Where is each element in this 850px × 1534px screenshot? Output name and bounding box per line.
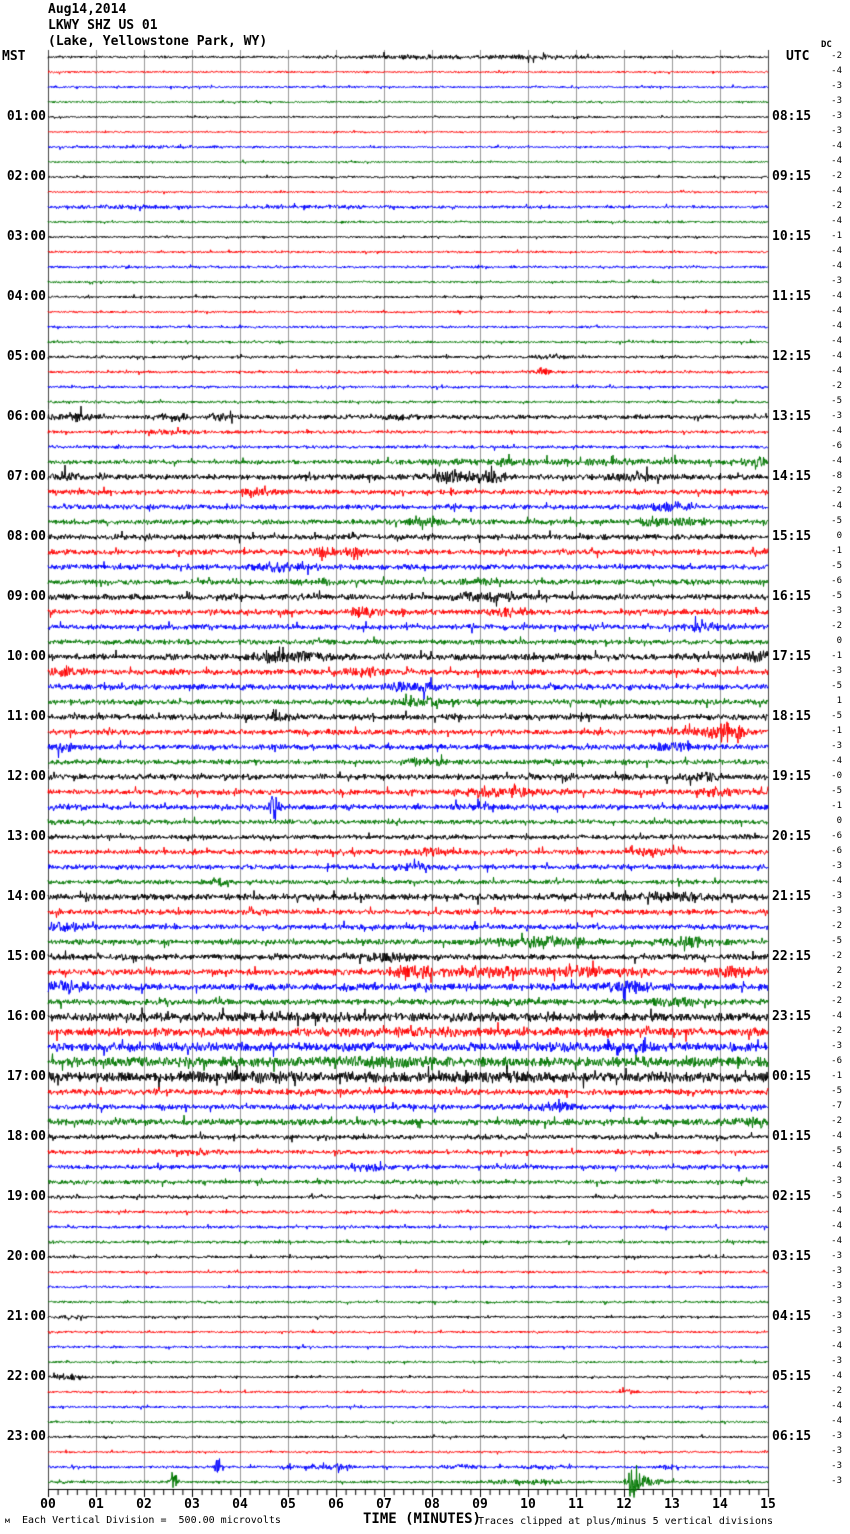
utc-hour-label: 14:15 — [772, 469, 812, 484]
dc-offset-value: -4 — [831, 321, 842, 331]
dc-offset-value: -4 — [831, 1371, 842, 1381]
x-tick-label: 14 — [712, 1497, 728, 1512]
dc-offset-value: -3 — [831, 81, 842, 91]
dc-offset-value: -4 — [831, 1236, 842, 1246]
utc-hour-label: 18:15 — [772, 709, 812, 724]
x-tick-label: 01 — [88, 1497, 104, 1512]
dc-offset-value: -2 — [831, 486, 842, 496]
dc-offset-value: -4 — [831, 1341, 842, 1351]
vertical-scale-note: Each Vertical Division = 500.00 microvolts — [22, 1515, 281, 1526]
dc-offset-value: -4 — [831, 141, 842, 151]
dc-offset-value: -1 — [831, 801, 842, 811]
dc-offset-value: -2 — [831, 201, 842, 211]
dc-offset-value: -4 — [831, 366, 842, 376]
dc-offset-value: -6 — [831, 831, 842, 841]
utc-hour-label: 21:15 — [772, 889, 812, 904]
mst-hour-label: 15:00 — [6, 949, 46, 964]
mst-column-header: MST — [2, 49, 26, 64]
dc-offset-value: -4 — [831, 1161, 842, 1171]
dc-offset-value: -5 — [831, 786, 842, 796]
utc-hour-label: 19:15 — [772, 769, 812, 784]
dc-offset-value: -4 — [831, 336, 842, 346]
dc-offset-value: -1 — [831, 546, 842, 556]
x-tick-label: 02 — [136, 1497, 152, 1512]
mst-hour-label: 08:00 — [6, 529, 46, 544]
utc-column-header: UTC — [786, 49, 810, 64]
mst-hour-label: 01:00 — [6, 109, 46, 124]
dc-offset-value: -3 — [831, 126, 842, 136]
mst-hour-label: 21:00 — [6, 1309, 46, 1324]
mst-hour-label: 19:00 — [6, 1189, 46, 1204]
dc-offset-value: -4 — [831, 306, 842, 316]
dc-offset-value: -4 — [831, 1416, 842, 1426]
dc-offset-value: -4 — [831, 156, 842, 166]
dc-offset-value: -4 — [831, 1401, 842, 1411]
dc-offset-value: -4 — [831, 66, 842, 76]
dc-offset-value: -4 — [831, 456, 842, 466]
dc-offset-value: -4 — [831, 291, 842, 301]
dc-offset-value: -4 — [831, 756, 842, 766]
dc-offset-value: -5 — [831, 1191, 842, 1201]
header-location: (Lake, Yellowstone Park, WY) — [48, 34, 268, 49]
dc-offset-value: -6 — [831, 441, 842, 451]
dc-offset-value: -5 — [831, 516, 842, 526]
dc-offset-value: -5 — [831, 561, 842, 571]
mst-hour-label: 20:00 — [6, 1249, 46, 1264]
mst-hour-label: 06:00 — [6, 409, 46, 424]
dc-offset-value: -5 — [831, 681, 842, 691]
mst-hour-label: 04:00 — [6, 289, 46, 304]
dc-offset-value: -1 — [831, 231, 842, 241]
dc-offset-header: DC — [821, 40, 832, 50]
utc-hour-label: 05:15 — [772, 1369, 812, 1384]
dc-offset-value: -2 — [831, 51, 842, 61]
dc-offset-value: 1 — [836, 696, 842, 706]
dc-offset-value: -8 — [831, 471, 842, 481]
mst-hour-label: 07:00 — [6, 469, 46, 484]
dc-offset-value: -0 — [831, 771, 842, 781]
dc-offset-value: -3 — [831, 666, 842, 676]
dc-offset-value: -3 — [831, 1251, 842, 1261]
dc-offset-value: -6 — [831, 576, 842, 586]
dc-offset-value: -3 — [831, 411, 842, 421]
dc-offset-value: -4 — [831, 351, 842, 361]
dc-offset-value: -2 — [831, 1386, 842, 1396]
mst-hour-label: 13:00 — [6, 829, 46, 844]
mst-hour-label: 11:00 — [6, 709, 46, 724]
dc-offset-value: -5 — [831, 591, 842, 601]
x-tick-label: 04 — [232, 1497, 248, 1512]
dc-offset-value: -2 — [831, 981, 842, 991]
dc-offset-value: -3 — [831, 1446, 842, 1456]
header-station: LKWY SHZ US 01 — [48, 18, 158, 33]
x-tick-label: 12 — [616, 1497, 632, 1512]
mst-hour-label: 09:00 — [6, 589, 46, 604]
x-tick-label: 15 — [760, 1497, 776, 1512]
utc-hour-label: 13:15 — [772, 409, 812, 424]
dc-offset-value: -5 — [831, 396, 842, 406]
watermark-glyph: м — [5, 1516, 10, 1525]
dc-offset-value: -4 — [831, 1221, 842, 1231]
utc-hour-label: 22:15 — [772, 949, 812, 964]
dc-offset-value: -3 — [831, 1476, 842, 1486]
dc-offset-value: -2 — [831, 621, 842, 631]
mst-hour-label: 03:00 — [6, 229, 46, 244]
dc-offset-value: -5 — [831, 1086, 842, 1096]
dc-offset-value: -3 — [831, 1461, 842, 1471]
header-date: Aug14,2014 — [48, 2, 127, 17]
dc-offset-value: -2 — [831, 171, 842, 181]
x-tick-label: 06 — [328, 1497, 344, 1512]
mst-hour-label: 22:00 — [6, 1369, 46, 1384]
dc-offset-value: -5 — [831, 936, 842, 946]
dc-offset-value: -2 — [831, 1026, 842, 1036]
utc-hour-label: 23:15 — [772, 1009, 812, 1024]
dc-offset-value: 0 — [836, 816, 842, 826]
dc-offset-value: -3 — [831, 1356, 842, 1366]
utc-hour-label: 08:15 — [772, 109, 812, 124]
dc-offset-value: -7 — [831, 1101, 842, 1111]
x-tick-label: 07 — [376, 1497, 392, 1512]
dc-offset-value: -4 — [831, 1011, 842, 1021]
dc-offset-value: -3 — [831, 1041, 842, 1051]
dc-offset-value: 0 — [836, 636, 842, 646]
utc-hour-label: 16:15 — [772, 589, 812, 604]
dc-offset-value: -3 — [831, 1326, 842, 1336]
utc-hour-label: 20:15 — [772, 829, 812, 844]
dc-offset-value: -4 — [831, 501, 842, 511]
utc-hour-label: 00:15 — [772, 1069, 812, 1084]
x-tick-label: 05 — [280, 1497, 296, 1512]
mst-hour-label: 17:00 — [6, 1069, 46, 1084]
dc-offset-value: -3 — [831, 861, 842, 871]
utc-hour-label: 09:15 — [772, 169, 812, 184]
dc-offset-value: -2 — [831, 921, 842, 931]
dc-offset-value: -3 — [831, 1176, 842, 1186]
utc-hour-label: 03:15 — [772, 1249, 812, 1264]
dc-offset-value: -1 — [831, 651, 842, 661]
dc-offset-value: -4 — [831, 1206, 842, 1216]
dc-offset-value: -3 — [831, 1431, 842, 1441]
x-tick-label: 13 — [664, 1497, 680, 1512]
dc-offset-value: -5 — [831, 1146, 842, 1156]
x-tick-label: 00 — [40, 1497, 56, 1512]
dc-offset-value: -3 — [831, 741, 842, 751]
dc-offset-value: -1 — [831, 1071, 842, 1081]
dc-offset-value: -4 — [831, 426, 842, 436]
utc-hour-label: 06:15 — [772, 1429, 812, 1444]
mst-hour-label: 16:00 — [6, 1009, 46, 1024]
dc-offset-value: -3 — [831, 96, 842, 106]
dc-offset-value: -2 — [831, 1116, 842, 1126]
dc-offset-value: -6 — [831, 846, 842, 856]
dc-offset-value: 2 — [836, 966, 842, 976]
dc-offset-value: -3 — [831, 606, 842, 616]
dc-offset-value: -3 — [831, 276, 842, 286]
dc-offset-value: -3 — [831, 1311, 842, 1321]
utc-hour-label: 01:15 — [772, 1129, 812, 1144]
x-tick-label: 11 — [568, 1497, 584, 1512]
dc-offset-value: -1 — [831, 726, 842, 736]
dc-offset-value: -4 — [831, 876, 842, 886]
mst-hour-label: 02:00 — [6, 169, 46, 184]
clip-note: Traces clipped at plus/minus 5 vertical divisions — [478, 1516, 774, 1527]
utc-hour-label: 10:15 — [772, 229, 812, 244]
mst-hour-label: 10:00 — [6, 649, 46, 664]
dc-offset-value: -2 — [831, 996, 842, 1006]
dc-offset-value: -3 — [831, 906, 842, 916]
x-tick-label: 10 — [520, 1497, 536, 1512]
mst-hour-label: 23:00 — [6, 1429, 46, 1444]
utc-hour-label: 17:15 — [772, 649, 812, 664]
x-tick-label: 09 — [472, 1497, 488, 1512]
dc-offset-value: -4 — [831, 261, 842, 271]
x-tick-label: 08 — [424, 1497, 440, 1512]
mst-hour-label: 18:00 — [6, 1129, 46, 1144]
mst-hour-label: 14:00 — [6, 889, 46, 904]
utc-hour-label: 02:15 — [772, 1189, 812, 1204]
utc-hour-label: 15:15 — [772, 529, 812, 544]
x-tick-label: 03 — [184, 1497, 200, 1512]
dc-offset-value: -2 — [831, 381, 842, 391]
dc-offset-value: -3 — [831, 1296, 842, 1306]
dc-offset-value: -4 — [831, 1131, 842, 1141]
dc-offset-value: -3 — [831, 1266, 842, 1276]
dc-offset-value: -5 — [831, 711, 842, 721]
mst-hour-label: 05:00 — [6, 349, 46, 364]
dc-offset-value: -3 — [831, 1281, 842, 1291]
x-axis-title: TIME (MINUTES) — [362, 1511, 481, 1527]
utc-hour-label: 04:15 — [772, 1309, 812, 1324]
dc-offset-value: -4 — [831, 246, 842, 256]
utc-hour-label: 12:15 — [772, 349, 812, 364]
dc-offset-value: -6 — [831, 1056, 842, 1066]
dc-offset-value: -3 — [831, 111, 842, 121]
mst-hour-label: 12:00 — [6, 769, 46, 784]
dc-offset-value: -4 — [831, 186, 842, 196]
dc-offset-value: -2 — [831, 951, 842, 961]
utc-hour-label: 11:15 — [772, 289, 812, 304]
dc-offset-value: -4 — [831, 216, 842, 226]
dc-offset-value: 0 — [836, 531, 842, 541]
dc-offset-value: -3 — [831, 891, 842, 901]
